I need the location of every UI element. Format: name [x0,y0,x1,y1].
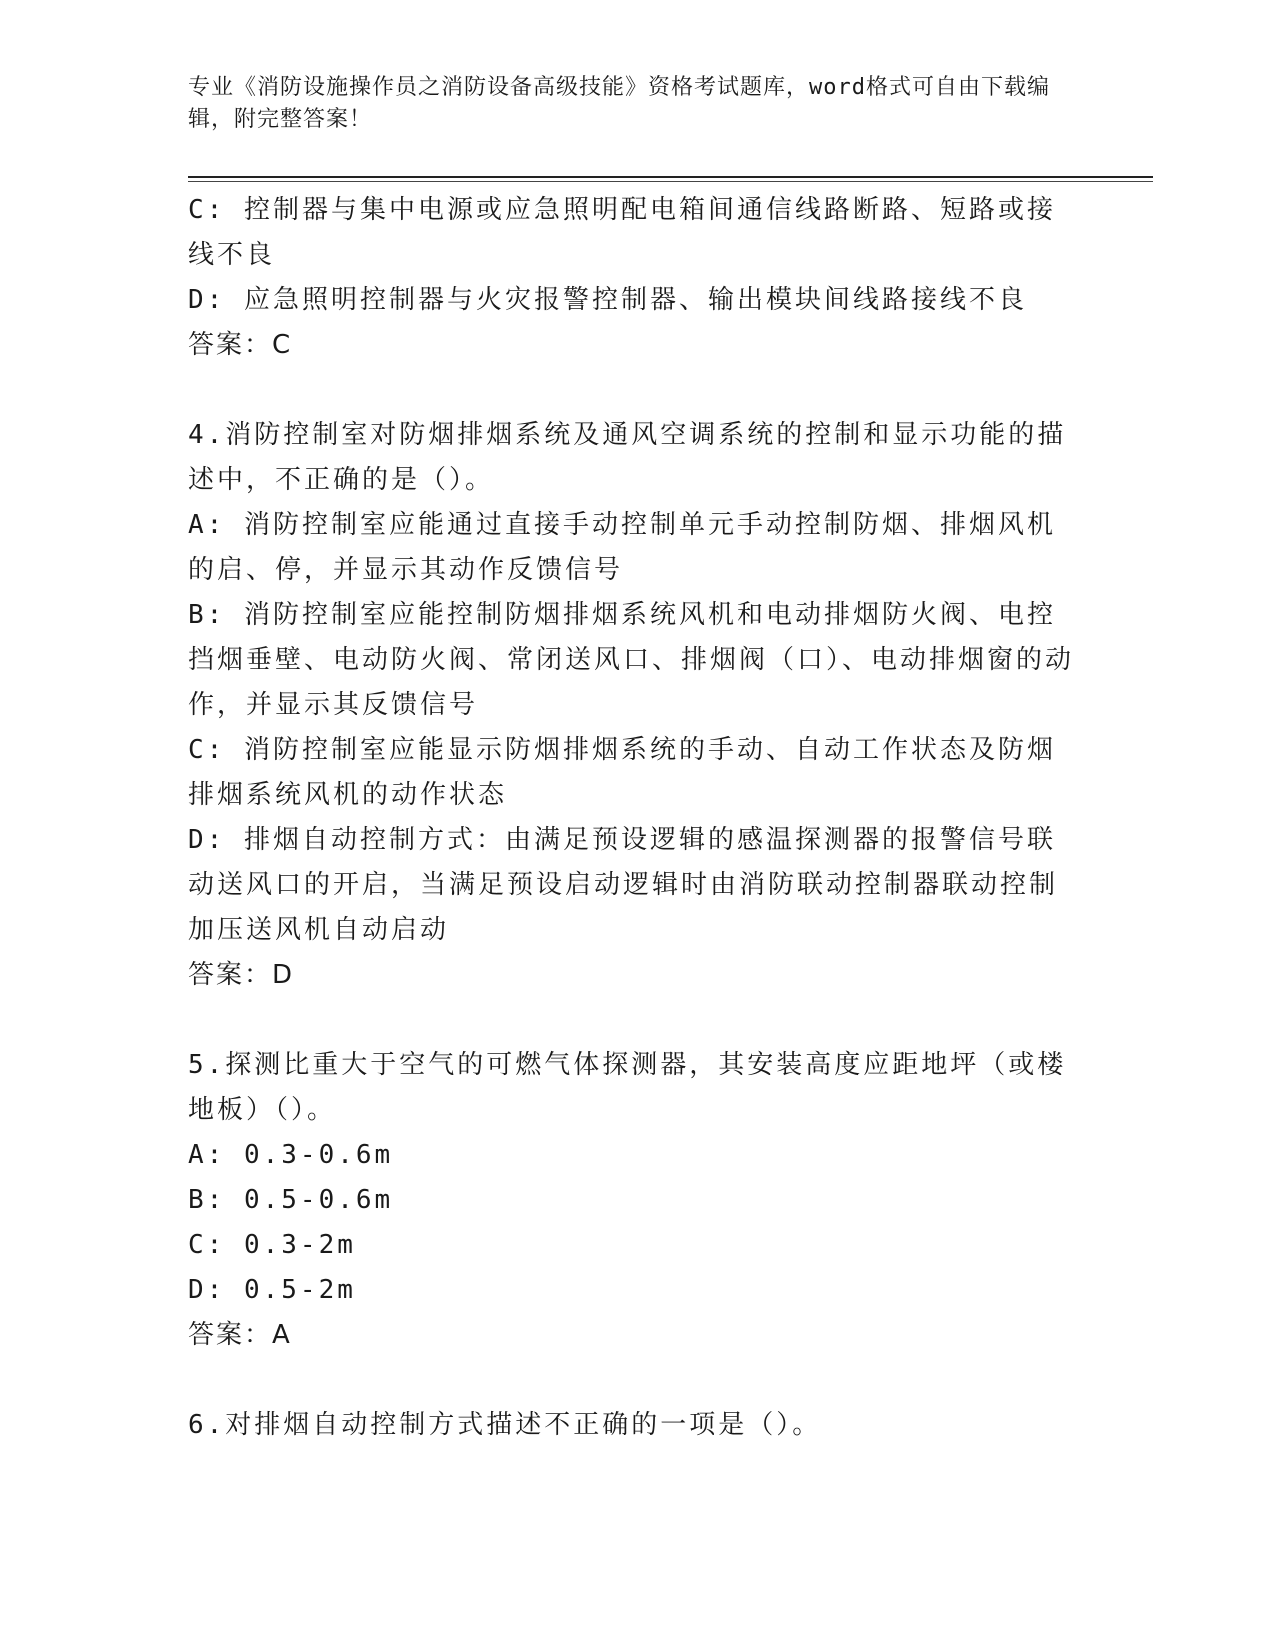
question-stem: 5.探测比重大于空气的可燃气体探测器，其安装高度应距地坪（或楼地板）（）。 [188,1050,1067,1125]
option-d: D: 应急照明控制器与火灾报警控制器、输出模块间线路接线不良 [188,285,1027,315]
header-divider-thin [188,181,1153,182]
header-divider [188,176,1153,178]
option-d: D: 0.5-2m [188,1275,356,1305]
question-5-block [188,1043,1078,1358]
question-stem: 4.消防控制室对防烟排烟系统及通风空调系统的控制和显示功能的描述中，不正确的是（）。 [188,420,1067,495]
option-d: D: 排烟自动控制方式：由满足预设逻辑的感温探测器的报警信号联动送风口的开启，当满足预设启动逻辑时由消防联动控制器联动控制加压送风机自动启动 [188,825,1059,945]
document-header: 专业《消防设施操作员之消防设备高级技能》资格考试题库，word格式可自由下载编辑，附完整答案！ [188,75,1050,132]
question-4-block [188,413,1078,998]
option-a: A: 0.3-0.6m [188,1140,394,1170]
question-content [188,188,1078,1448]
answer-label: 答案：A [188,1320,292,1350]
prev-question-block [188,188,1078,368]
answer-label: 答案：D [188,960,295,990]
spacer [188,1358,1078,1403]
question-stem: 6.对排烟自动控制方式描述不正确的一项是（）。 [188,1410,822,1440]
option-c: C: 0.3-2m [188,1230,356,1260]
spacer [188,368,1078,413]
option-c: C: 消防控制室应能显示防烟排烟系统的手动、自动工作状态及防烟排烟系统风机的动作状态 [188,735,1056,810]
question-6-block [188,1403,1078,1448]
spacer [188,998,1078,1043]
option-a: A: 消防控制室应能通过直接手动控制单元手动控制防烟、排烟风机的启、停，并显示其动作反馈信号 [188,510,1056,585]
answer-label: 答案：C [188,330,293,360]
option-b: B: 消防控制室应能控制防烟排烟系统风机和电动排烟防火阀、电控挡烟垂壁、电动防火阀、常闭送风口、排烟阀（口）、电动排烟窗的动作，并显示其反馈信号 [188,600,1075,720]
option-c: C: 控制器与集中电源或应急照明配电箱间通信线路断路、短路或接线不良 [188,195,1056,270]
option-b: B: 0.5-0.6m [188,1185,394,1215]
